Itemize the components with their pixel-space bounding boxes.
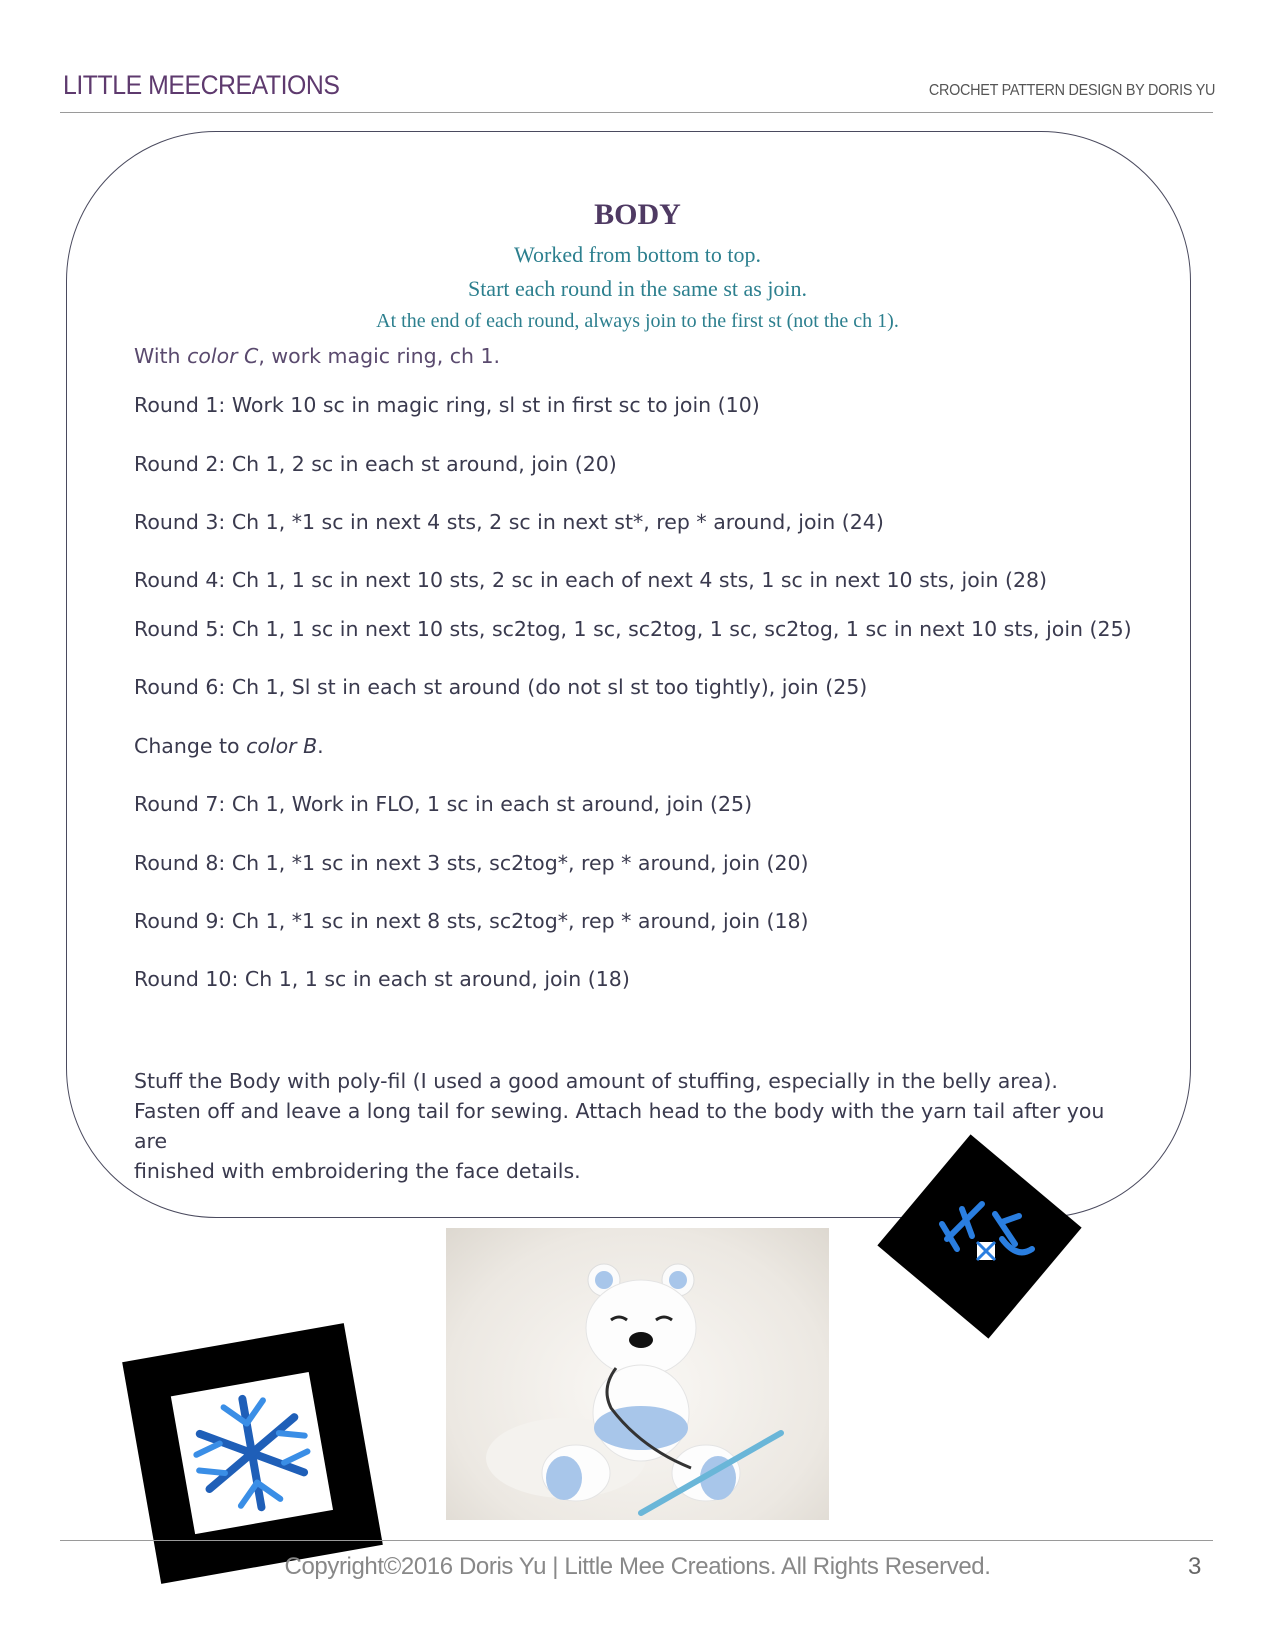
- snowflake-icon: [122, 1323, 383, 1584]
- round-instruction: Round 5: Ch 1, 1 sc in next 10 sts, sc2tog, 1 sc, sc2tog, 1 sc, sc2tog, 1 sc in next 10 sts, join (25): [134, 617, 1132, 641]
- round-instruction: Round 7: Ch 1, Work in FLO, 1 sc in each st around, join (25): [134, 792, 753, 816]
- crocheted-polar-bear-photo: [446, 1228, 829, 1520]
- header-divider: [60, 112, 1213, 113]
- footer-divider: [60, 1540, 1213, 1541]
- note-line: Worked from bottom to top.: [514, 242, 761, 267]
- finish-line: Stuff the Body with poly-fil (I used a good amount of stuffing, especially in the belly area).: [134, 1069, 1058, 1093]
- color-change-prefix: Change to: [134, 734, 247, 758]
- round-instruction: Round 2: Ch 1, 2 sc in each st around, join (20): [134, 452, 617, 476]
- color-change-color: color B: [246, 734, 318, 758]
- round-instruction: Round 9: Ch 1, *1 sc in next 8 sts, sc2tog*, rep * around, join (18): [134, 909, 809, 933]
- round-instruction: Round 1: Work 10 sc in magic ring, sl st in first sc to join (10): [134, 393, 760, 417]
- round-instruction: Round 4: Ch 1, 1 sc in next 10 sts, 2 sc in each of next 4 sts, 1 sc in next 10 sts, join (28): [134, 568, 1048, 592]
- round-instruction: Round 3: Ch 1, *1 sc in next 4 sts, 2 sc in next st*, rep * around, join (24): [134, 510, 884, 534]
- intro-prefix: With: [134, 344, 188, 368]
- intro-instruction: [134, 344, 500, 368]
- note-line: At the end of each round, always join to the first st (not the ch 1).: [376, 310, 899, 332]
- color-change-instruction: [134, 734, 324, 758]
- intro-suffix: , work magic ring, ch 1.: [258, 344, 501, 368]
- intro-color: color C: [187, 344, 259, 368]
- section-title: BODY: [594, 198, 681, 231]
- copyright-notice: Copyright©2016 Doris Yu | Little Mee Creations. All Rights Reserved.: [284, 1553, 991, 1580]
- header-subtitle: CROCHET PATTERN DESIGN BY DORIS YU: [928, 82, 1215, 99]
- brand-title: LITTLE MEECREATIONS: [63, 70, 340, 100]
- note-line: Start each round in the same st as join.: [467, 276, 808, 301]
- page-number: 3: [1188, 1553, 1202, 1580]
- round-instruction: Round 6: Ch 1, Sl st in each st around (do not sl st too tightly), join (25): [134, 675, 868, 699]
- round-instruction: Round 8: Ch 1, *1 sc in next 3 sts, sc2tog*, rep * around, join (20): [134, 851, 809, 875]
- finish-line: finished with embroidering the face details.: [134, 1159, 581, 1183]
- round-instruction: Round 10: Ch 1, 1 sc in each st around, join (18): [134, 967, 630, 991]
- finish-line: Fasten off and leave a long tail for sewing. Attach head to the body with the yarn tail after you are: [134, 1099, 1105, 1153]
- snowflake-icon: [877, 1134, 1081, 1338]
- color-change-suffix: .: [317, 734, 324, 758]
